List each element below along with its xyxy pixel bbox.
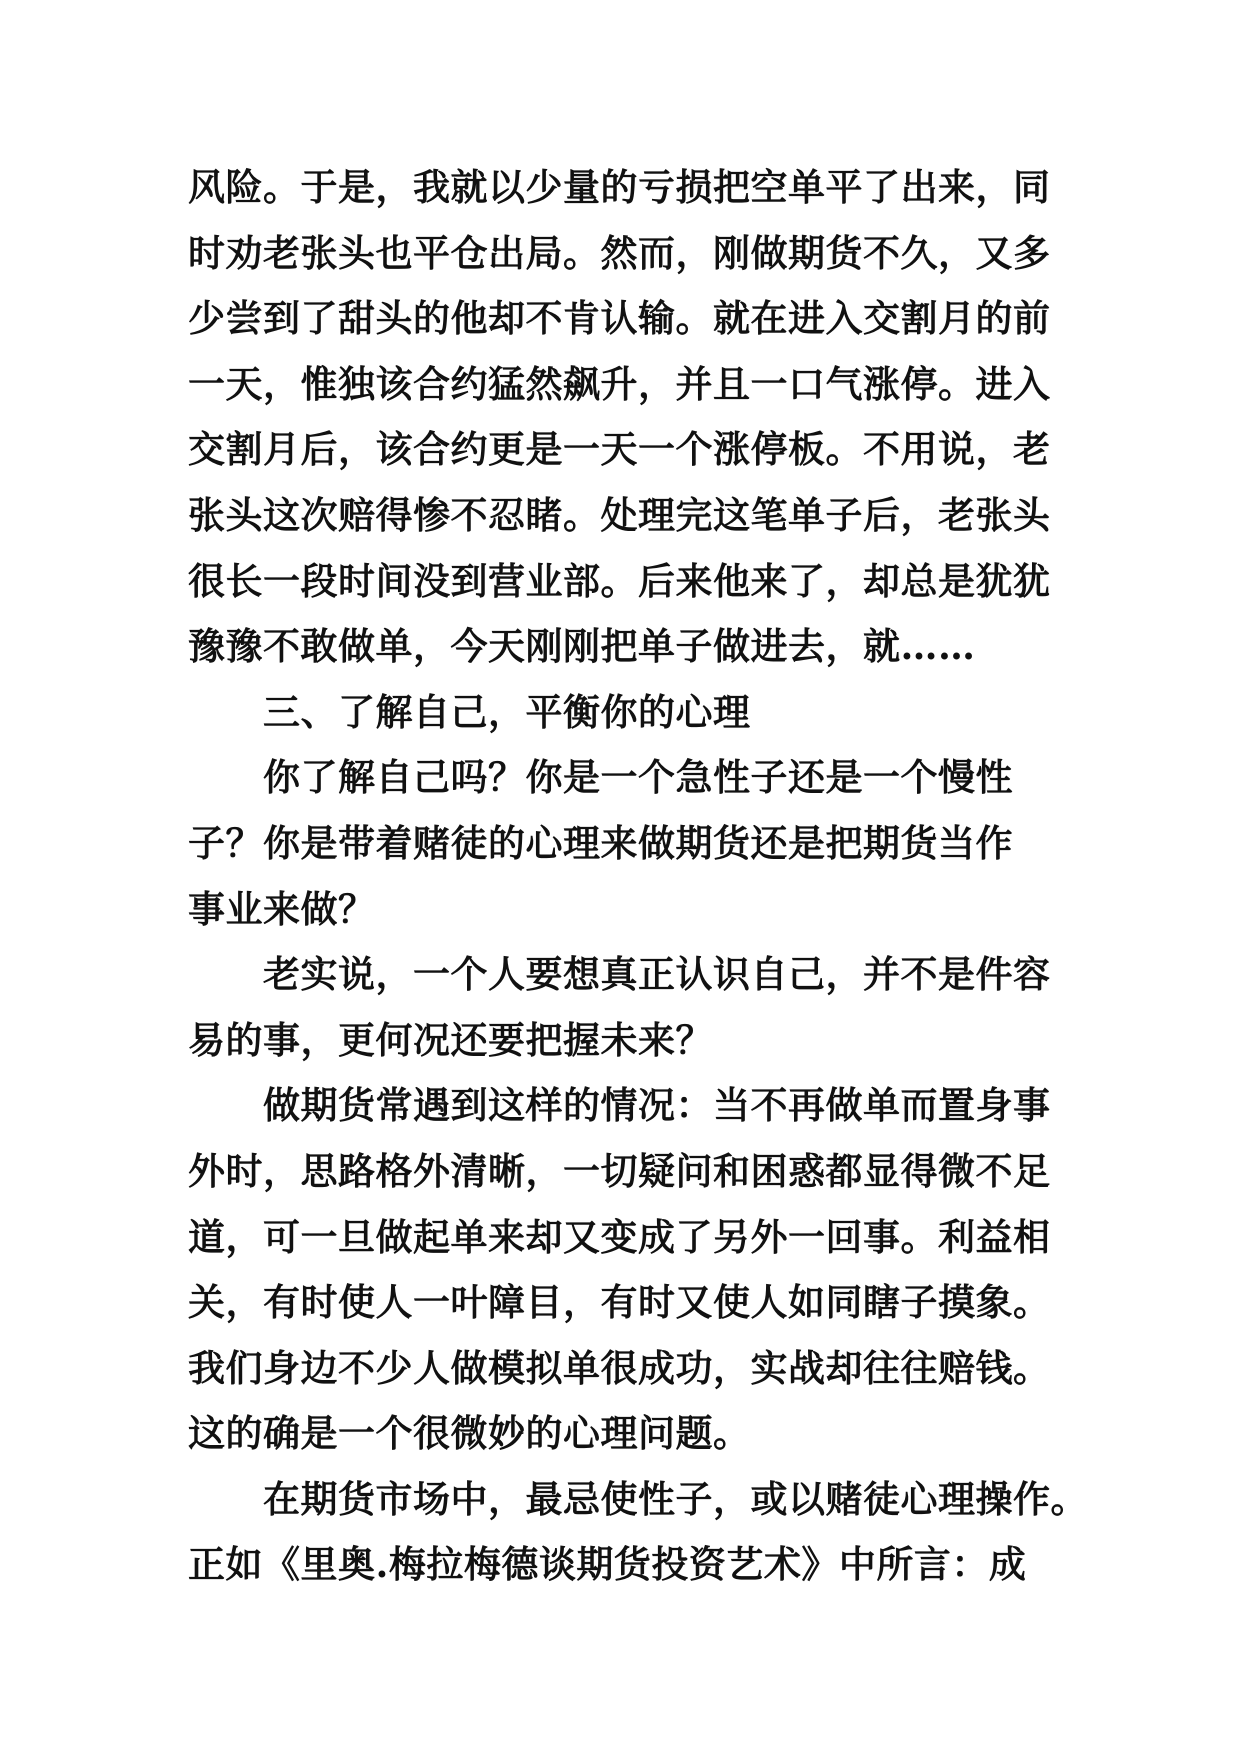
text-line: 外时，思路格外清晰，一切疑问和困惑都显得微不足 xyxy=(188,1148,1051,1193)
text-line: 时劝老张头也平仓出局。然而，刚做期货不久，又多 xyxy=(188,230,1051,275)
text-line: 一天，惟独该合约猛然飙升，并且一口气涨停。进入 xyxy=(188,361,1051,406)
text-line: 这的确是一个很微妙的心理问题。 xyxy=(188,1411,751,1456)
text-line: 豫豫不敢做单，今天刚刚把单子做进去，就…… xyxy=(188,624,976,669)
text-line: 风险。于是，我就以少量的亏损把空单平了出来，同 xyxy=(188,165,1051,209)
text-line: 老实说，一个人要想真正认识自己，并不是件容 xyxy=(263,952,1051,997)
text-line: 在期货市场中，最忌使性子，或以赌徒心理操作。 xyxy=(263,1476,1088,1521)
text-line: 我们身边不少人做模拟单很成功，实战却往往赔钱。 xyxy=(188,1345,1051,1390)
text-line: 事业来做？ xyxy=(188,886,376,931)
text-line: 少尝到了甜头的他却不肯认输。就在进入交割月的前 xyxy=(188,296,1051,341)
text-line: 交割月后，该合约更是一天一个涨停板。不用说，老 xyxy=(188,427,1051,472)
text-line: 正如《里奥.梅拉梅德谈期货投资艺术》中所言：成 xyxy=(188,1542,1027,1587)
text-line: 做期货常遇到这样的情况：当不再做单而置身事 xyxy=(263,1083,1051,1128)
text-line: 很长一段时间没到营业部。后来他来了，却总是犹犹 xyxy=(188,558,1051,603)
text-line: 张头这次赔得惨不忍睹。处理完这笔单子后，老张头 xyxy=(188,492,1051,537)
text-line: 子？你是带着赌徒的心理来做期货还是把期货当作 xyxy=(188,820,1013,865)
body-text xyxy=(188,155,1088,1598)
text-line: 关，有时使人一叶障目，有时又使人如同瞎子摸象。 xyxy=(188,1280,1051,1325)
text-line: 你了解自己吗？你是一个急性子还是一个慢性 xyxy=(263,755,1013,800)
text-line: 道，可一旦做起单来却又变成了另外一回事。利益相 xyxy=(188,1214,1051,1259)
section-heading: 三、了解自己，平衡你的心理 xyxy=(263,689,751,734)
text-line: 易的事，更何况还要把握未来？ xyxy=(188,1017,713,1062)
